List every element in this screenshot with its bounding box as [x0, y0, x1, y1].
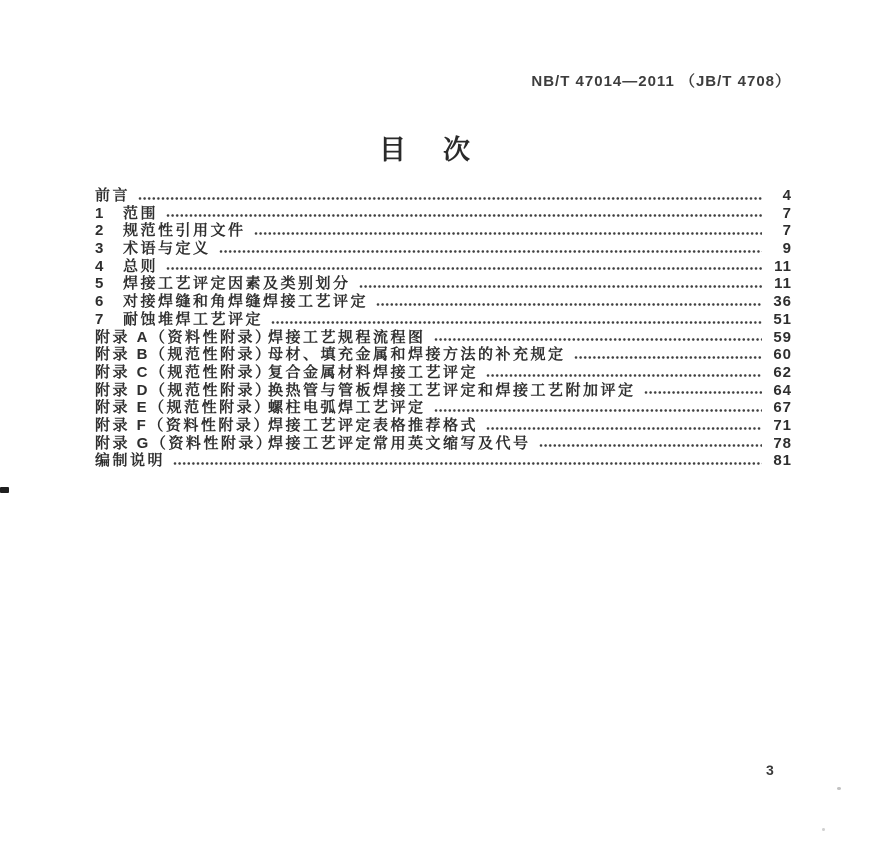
toc-entry-prefix: 1 — [95, 204, 104, 222]
toc-entry-prefix: 2 — [95, 222, 104, 240]
scan-speck — [822, 828, 825, 831]
toc-entry-page: 9 — [782, 240, 792, 258]
toc-entry-title: 焊接工艺规程流程图 — [268, 328, 426, 346]
toc-leader-dots — [434, 337, 762, 342]
toc-entry-prefix: 附录 G（资料性附录） — [95, 434, 274, 452]
toc-entry-page: 59 — [773, 328, 792, 346]
toc-entry-title: 换热管与管板焊接工艺评定和焊接工艺附加评定 — [268, 381, 636, 399]
toc-entry — [95, 399, 792, 417]
toc-entry — [95, 187, 792, 205]
standard-number: NB/T 47014—2011 （JB/T 4708） — [531, 73, 791, 90]
toc-leader-dots — [486, 426, 762, 431]
toc-entry-prefix: 附录 F（资料性附录） — [95, 416, 271, 434]
toc-entry-title: 规范性引用文件 — [123, 222, 246, 240]
toc-entry-page: 64 — [773, 381, 792, 399]
toc-entry — [95, 205, 792, 223]
toc-entry-title: 范围 — [123, 204, 159, 222]
toc-entry-page: 7 — [782, 222, 792, 240]
toc-entry-title: 复合金属材料焊接工艺评定 — [268, 363, 479, 381]
toc-entry-prefix: 6 — [95, 293, 104, 311]
toc-entry — [95, 364, 792, 382]
toc-leader-dots — [359, 284, 762, 289]
toc-entry-title: 母材、填充金属和焊接方法的补充规定 — [268, 346, 566, 364]
toc-entry-prefix: 附录 A（资料性附录） — [95, 328, 273, 346]
toc-leader-dots — [376, 302, 762, 307]
toc-entry-title: 对接焊缝和角焊缝焊接工艺评定 — [123, 293, 369, 311]
toc-leader-dots — [574, 355, 762, 360]
toc-entry-page: 60 — [773, 346, 792, 364]
toc-entry-title: 螺柱电弧焊工艺评定 — [268, 399, 426, 417]
toc-entry-page: 36 — [773, 293, 792, 311]
toc-entry-prefix: 7 — [95, 310, 104, 328]
page-title: 目 次 — [379, 135, 475, 165]
toc-leader-dots — [486, 373, 762, 378]
toc-entry — [95, 435, 792, 453]
toc-leader-dots — [434, 408, 762, 413]
toc-entry-title: 焊接工艺评定表格推荐格式 — [268, 416, 479, 434]
toc-entry-title: 焊接工艺评定因素及类别划分 — [123, 275, 351, 293]
toc-entry-prefix: 3 — [95, 240, 104, 258]
toc-entry — [95, 417, 792, 435]
toc-entry — [95, 452, 792, 470]
scan-speck — [837, 787, 841, 790]
toc-entry — [95, 329, 792, 347]
toc-leader-dots — [173, 461, 762, 466]
toc-leader-dots — [644, 390, 762, 395]
toc-entry — [95, 346, 792, 364]
toc-entry-prefix: 附录 E（规范性附录） — [95, 399, 272, 417]
toc-entry-prefix: 附录 C（规范性附录） — [95, 363, 273, 381]
toc-leader-dots — [254, 231, 762, 236]
toc-leader-dots — [539, 443, 762, 448]
toc-entry — [95, 258, 792, 276]
table-of-contents — [95, 187, 792, 470]
toc-entry — [95, 311, 792, 329]
toc-entry — [95, 293, 792, 311]
toc-entry-page: 7 — [782, 204, 792, 222]
toc-entry — [95, 275, 792, 293]
toc-entry-prefix: 附录 B（规范性附录） — [95, 346, 273, 364]
toc-entry-page: 67 — [773, 399, 792, 417]
toc-entry-page: 62 — [773, 363, 792, 381]
toc-entry-title: 前言 — [95, 187, 131, 204]
toc-entry-title: 编制说明 — [95, 452, 166, 470]
toc-leader-dots — [271, 320, 762, 325]
toc-entry-prefix: 4 — [95, 257, 104, 275]
toc-leader-dots — [219, 249, 762, 254]
toc-entry-page: 78 — [773, 434, 792, 452]
toc-entry-page: 51 — [773, 310, 792, 328]
toc-entry-page: 4 — [782, 187, 792, 204]
toc-entry-prefix: 附录 D（规范性附录） — [95, 381, 273, 399]
toc-entry-title: 耐蚀堆焊工艺评定 — [123, 310, 264, 328]
toc-entry — [95, 240, 792, 258]
toc-entry-page: 11 — [774, 275, 792, 293]
toc-leader-dots — [166, 213, 762, 218]
toc-entry — [95, 222, 792, 240]
toc-entry-page: 81 — [773, 452, 792, 470]
toc-leader-dots — [138, 196, 762, 201]
toc-entry-page: 11 — [774, 257, 792, 275]
toc-entry-page: 71 — [773, 416, 792, 434]
toc-entry-title: 焊接工艺评定常用英文缩写及代号 — [268, 434, 531, 452]
toc-leader-dots — [166, 266, 762, 271]
toc-entry — [95, 382, 792, 400]
toc-entry-title: 总则 — [123, 257, 159, 275]
scan-artifact — [0, 487, 9, 493]
toc-entry-prefix: 5 — [95, 275, 104, 293]
page-number: 3 — [766, 762, 774, 778]
toc-entry-title: 术语与定义 — [123, 240, 211, 258]
